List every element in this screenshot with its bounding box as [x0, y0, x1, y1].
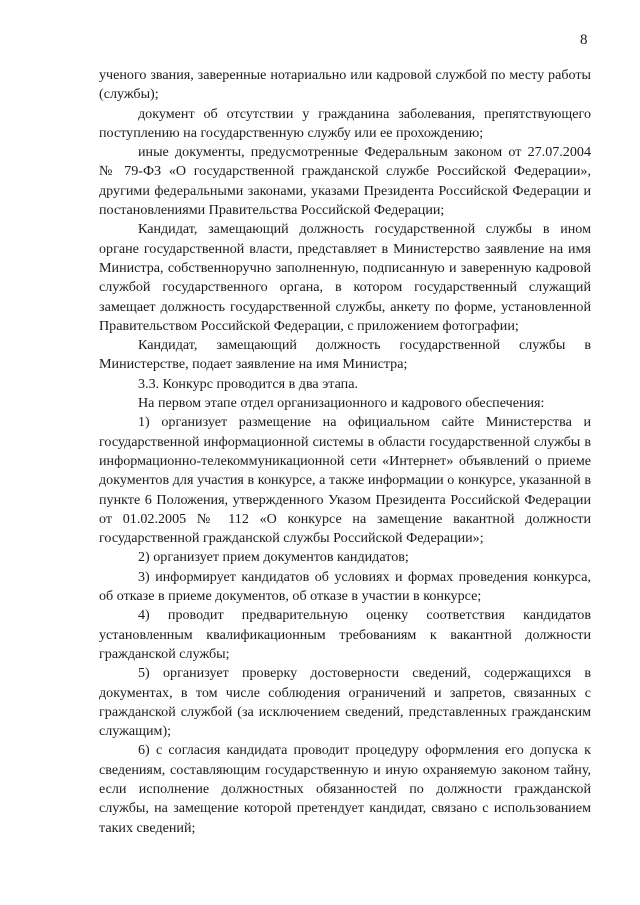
list-item-6: 6) с согласия кандидата проводит процедуру оформления его допуска к сведениям, составляющим государственную и иную охраняемую законом тайну, если исполнение должностных обязанностей по должности гражданской службы, на замещение которой претендует кандидат, связано с использованием таких сведений;	[99, 742, 591, 836]
paragraph-other-agency-candidate: Кандидат, замещающий должность государственной службы в ином органе государственной власти, представляет в Министерство заявление на имя Министра, собственноручно заполненную, подписанную и заверенную кадровой службой государственного органа, в котором государственный служащий замещает должность государственной службы, анкету по форме, установленной Правительством Российской Федерации, с приложением фотографии;	[99, 221, 591, 334]
list-item-5: 5) организует проверку достоверности сведений, содержащихся в документах, в том числе соблюдения ограничений и запретов, связанных с гражданской службой (за исключением сведений, представленных гражданским служащим);	[99, 665, 591, 740]
list-item-2: 2) организует прием документов кандидатов;	[138, 549, 409, 566]
page-number: 8	[580, 32, 588, 48]
paragraph-continuation: ученого звания, заверенные нотариально или кадровой службой по месту работы (службы);	[99, 67, 591, 103]
document-body	[99, 66, 591, 838]
paragraph-section-3-3: 3.3. Конкурс проводится в два этапа.	[138, 375, 358, 392]
list-item-4: 4) проводит предварительную оценку соответствия кандидатов установленным квалификационным требованиям к вакантной должности гражданской службы;	[99, 607, 591, 662]
paragraph-other-documents: иные документы, предусмотренные Федеральным законом от 27.07.2004 № 79-ФЗ «О государственной гражданской службе Российской Федерации», другими федеральными законами, указами Президента Российской Федерации и постановлениями Правительства Российской Федерации;	[99, 144, 591, 219]
list-item-3: 3) информирует кандидатов об условиях и формах проведения конкурса, об отказе в приеме документов, об отказе в участии в конкурсе;	[99, 568, 591, 605]
paragraph-ministry-candidate: Кандидат, замещающий должность государственной службы в Министерстве, подает заявление на имя Министра;	[99, 337, 591, 373]
paragraph-first-stage-intro: На первом этапе отдел организационного и кадрового обеспечения:	[138, 395, 545, 412]
paragraph-medical-certificate: документ об отсутствии у гражданина заболевания, препятствующего поступлению на государственную службу или ее прохождению;	[99, 105, 591, 141]
list-item-1: 1) организует размещение на официальном сайте Министерства и государственной информационной системы в области государственной службы в информационно-телекоммуникационной сети «Интернет» объявлений о приеме документов для участия в конкурсе, а также информации о конкурсе, указанной в пункте 6 Положения, утвержденного Указом Президента Российской Федерации от 01.02.2005 № 112 «О конкурсе на замещение вакантной должности государственной гражданской службы Российской Федерации»;	[99, 414, 591, 547]
